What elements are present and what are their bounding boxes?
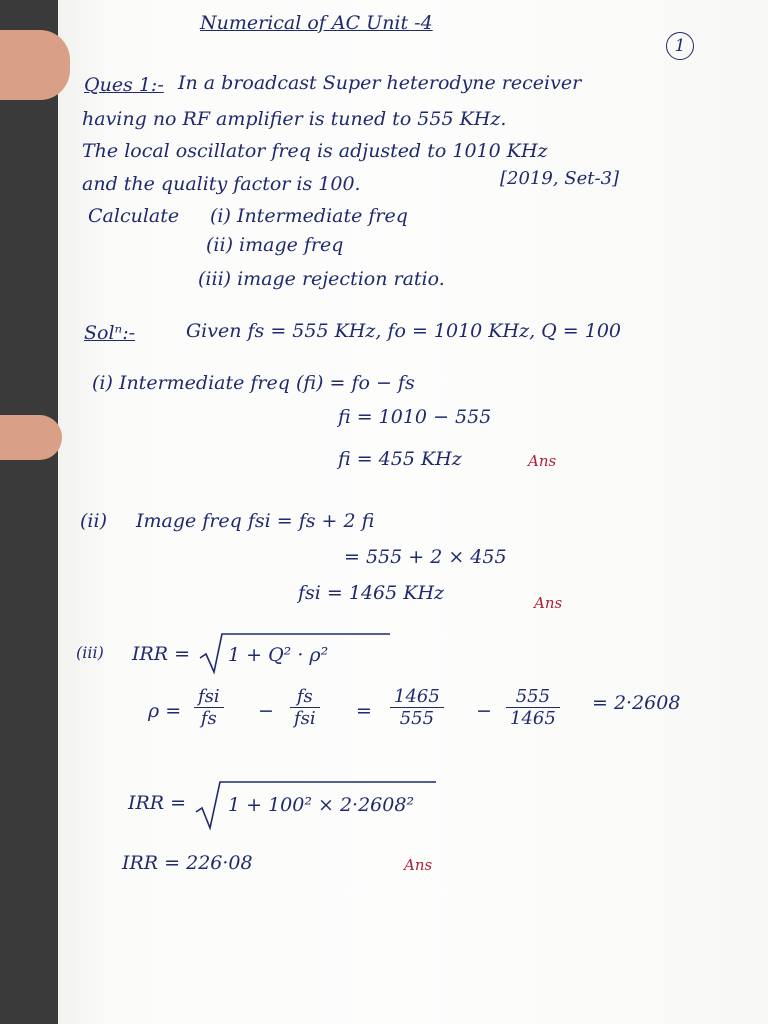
- fraction-555-over-1465: $\frac{555}{1465}$: [506, 686, 560, 729]
- question-line-4: and the quality factor is 100.: [82, 173, 361, 195]
- part-iii: (iii) image rejection ratio.: [198, 268, 445, 290]
- page-title: Numerical of AC Unit -4: [200, 12, 433, 34]
- step-ii-line-3: fsi = 1465 KHz: [298, 582, 445, 604]
- given-line: Given fs = 555 KHz, fo = 1010 KHz, Q = 100: [186, 320, 622, 342]
- irr-formula-2: 1 + 100² × 2·2608²: [228, 794, 415, 816]
- question-label: Ques 1:-: [84, 74, 164, 96]
- answer-mark-3: Ans: [404, 856, 433, 874]
- thumb-top: [0, 30, 70, 100]
- step-iii-label: (iii): [76, 643, 104, 662]
- question-line-3: The local oscillator freq is adjusted to 1010 KHz: [82, 140, 548, 162]
- answer-mark-1: Ans: [528, 452, 557, 470]
- step-ii-label: (ii): [80, 510, 107, 532]
- fraction-fs-over-fsi: fs fsi: [290, 686, 320, 729]
- year-tag: [2019, Set-3]: [500, 168, 620, 189]
- irr-label-2: IRR =: [128, 792, 187, 814]
- step-i-line-1: (i) Intermediate freq (fi) = fo − fs: [92, 372, 415, 394]
- part-i: (i) Intermediate freq: [210, 205, 408, 227]
- minus-sign-2: −: [476, 700, 492, 722]
- irr-final: IRR = 226·08: [122, 852, 253, 874]
- solution-label: Solⁿ:-: [84, 322, 136, 344]
- calculate-label: Calculate: [88, 205, 180, 227]
- irr-formula: 1 + Q² · ρ²: [228, 644, 329, 666]
- equals-sign: =: [356, 700, 372, 722]
- step-i-line-3: fi = 455 KHz: [338, 448, 462, 470]
- fraction-fsi-over-fs: fsi fs: [194, 686, 224, 729]
- answer-mark-2: Ans: [534, 594, 563, 612]
- minus-sign-1: −: [258, 700, 274, 722]
- rho-value: = 2·2608: [592, 692, 681, 714]
- thumb-middle: [0, 415, 62, 460]
- fraction-1465-over-555: $\frac{1465}{555}$: [390, 686, 444, 729]
- rho-label: ρ =: [148, 700, 182, 722]
- question-line-1: In a broadcast Super heterodyne receiver: [178, 72, 582, 94]
- step-ii-line-2: = 555 + 2 × 455: [344, 546, 507, 568]
- page-number: 1: [666, 32, 694, 60]
- irr-label: IRR =: [132, 643, 191, 665]
- step-ii-line-1: Image freq fsi = fs + 2 fi: [136, 510, 375, 532]
- part-ii: (ii) image freq: [206, 234, 344, 256]
- question-line-2: having no RF amplifier is tuned to 555 KHz.: [82, 108, 507, 130]
- step-i-line-2: fi = 1010 − 555: [338, 406, 492, 428]
